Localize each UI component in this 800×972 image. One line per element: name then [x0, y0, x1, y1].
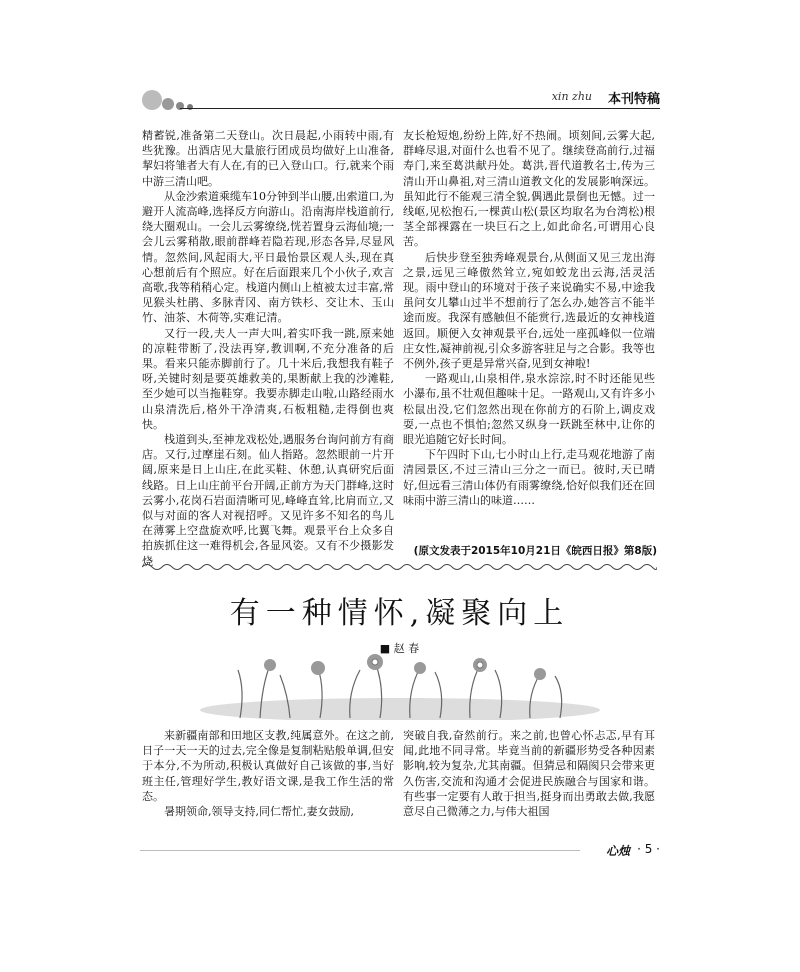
- paragraph: 又行一段,夫人一声大叫,着实吓我一跳,原来她的凉鞋带断了,没法再穿,教训啊,不充分准备的后果。看来只能赤脚前行了。几十米后,我想我有鞋子呀,关键时刻是要英雄救美的,果断献上我的沙滩鞋,至少她可以当拖鞋穿。我要赤脚走山啦,山路经雨水山泉清洗后,格外干净清爽,石板粗糙,走得倒也爽快。: [142, 326, 394, 431]
- magazine-name: 心烛: [605, 844, 630, 858]
- article2-column-c: [142, 728, 394, 819]
- paragraph: 来新疆南部和田地区支教,纯属意外。在这之前,日子一天一天的过去,完全像是复制粘贴般单调,但安于本分,不为所动,积极认真做好自己该做的事,当好班主任,管理好学生,教好语文课,是我工作生活的常态。: [142, 729, 394, 803]
- page-number: · 5 ·: [637, 842, 660, 856]
- paragraph: 栈道到头,至神龙戏松处,遇服务台询问前方有商店。又行,过摩崖石刻。仙人指路。忽然眼前一片开阔,原来是日上山庄,在此买鞋、休憩,认真研究后面线路。日上山庄前平台开阔,正前方为天门群峰,这时云雾小,花岗石岩面清晰可见,峰峰直耸,比肩而立,又似与对面的客人对视招呼。又见许多不知名的鸟儿在薄雾上空盘旋欢呼,比翼飞舞。观景平台上众多自拍族抓住这一难得机会,各显风姿。又有不少摄影发烧: [142, 433, 394, 568]
- header-rule: [180, 108, 660, 109]
- header-dots-icon: [140, 88, 200, 114]
- article1-column-b: [403, 128, 655, 508]
- paragraph: 暑期领命,领导支持,同仁帮忙,妻女鼓励,: [164, 805, 354, 819]
- footer-rule: [140, 850, 580, 851]
- paragraph: 突破自我,奋然前行。来之前,也曾心怀忐忑,早有耳闻,此地不同寻常。毕竟当前的新疆形势受各种因素影响,较为复杂,尤其南疆。但猜忌和隔阂只会带来更久伤害,交流和沟通才会促进民族融合与国家和谐。有些事一定要有人敢于担当,挺身而出勇敢去做,我愿意尽自己微薄之力,与伟大祖国: [403, 729, 655, 819]
- article1-column-a: [142, 128, 394, 569]
- article2-title: 有一种情怀,凝聚向上: [229, 596, 570, 631]
- paragraph: 友长枪短炮,纷纷上阵,好不热闹。顷刻间,云雾大起,群峰尽退,对面什么也看不见了。继续登高前行,过福寿门,来至葛洪献丹处。葛洪,晋代道教名士,传为三清山开山鼻祖,对三清山道教文化的发展影响深远。虽知此行不能观三清全貌,偶遇此景倒也无憾。过一线岖,见松抱石,一棵黄山松(景区均取名为台湾松)根茎全部裸露在一块巨石之上,如此命名,可谓用心良苦。: [403, 129, 655, 249]
- paragraph: 从金沙索道乘缆车10分钟到半山腰,出索道口,为避开人流高峰,选择反方向游山。沿南海岸栈道前行,绕大圈观山。一会儿云雾缭绕,恍若置身云海仙境;一会儿云雾稍散,眼前群峰若隐若现,形态各异,尽显风情。忽然间,风起雨大,平日最怡景区观人头,现在真心想前后有个照应。好在后面跟来几个小伙子,欢言高歌,我等稍稍心定。栈道内侧山上植被太过丰富,常见猴头杜鹃、多脉青冈、南方铁杉、交让木、玉山竹、油茶、木荷等,实难记清。: [142, 189, 394, 325]
- paragraph: 一路观山,山泉相伴,泉水淙淙,时不时还能见些小瀑布,虽不壮观但趣味十足。一路观山,又有许多小松鼠出没,它们忽然出现在你前方的石阶上,调皮戏耍,一点也不惧怕;忽然又纵身一跃跳至林中,让你的眼光追随它好长时间。: [403, 372, 655, 447]
- wave-divider-icon: [142, 562, 657, 572]
- article2-column-d: [403, 728, 655, 819]
- page-footer: [140, 842, 660, 862]
- source-note: (原文发表于2015年10月21日《皖西日报》第8版): [413, 545, 657, 557]
- paragraph: 后快步登至独秀峰观景台,从侧面又见三龙出海之景,远见三峰傲然耸立,宛如蛟龙出云海,活灵活现。雨中登山的环境对于孩子来说确实不易,中途我虽问女儿攀山过半不想前行了怎么办,她答言不能半途而废。我深有感触但不能赏行,选最近的女神栈道返回。顺便入女神观景平台,远处一座孤峰似一位端庄女性,凝神前视,引众多游客驻足与之合影。我等也不例外,孩子更是异常兴奋,见到女神啦!: [403, 250, 655, 371]
- article2-author: ■ 赵 春: [379, 642, 420, 655]
- page-header: [140, 88, 660, 116]
- column-name: 本刊特稿: [607, 92, 660, 107]
- header-pinyin: xin zhu: [551, 90, 592, 103]
- paragraph: 下午四时下山,七小时山上行,走马观花地游了南清园景区,不过三清山三分之一而已。彼时,天已晴好,但远看三清山体仍有雨雾缭绕,恰好似我们还在回味雨中游三清山的味道……: [403, 448, 655, 507]
- paragraph: 精蓄锐,准备第二天登山。次日晨起,小雨转中雨,有些犹豫。出酒店见大量旅行团成员均做好上山准备,挈妇将雏者大有人在,有的已入登山口。行,就来个雨中游三清山吧。: [142, 129, 394, 188]
- flower-grass-banner-icon: [200, 650, 600, 720]
